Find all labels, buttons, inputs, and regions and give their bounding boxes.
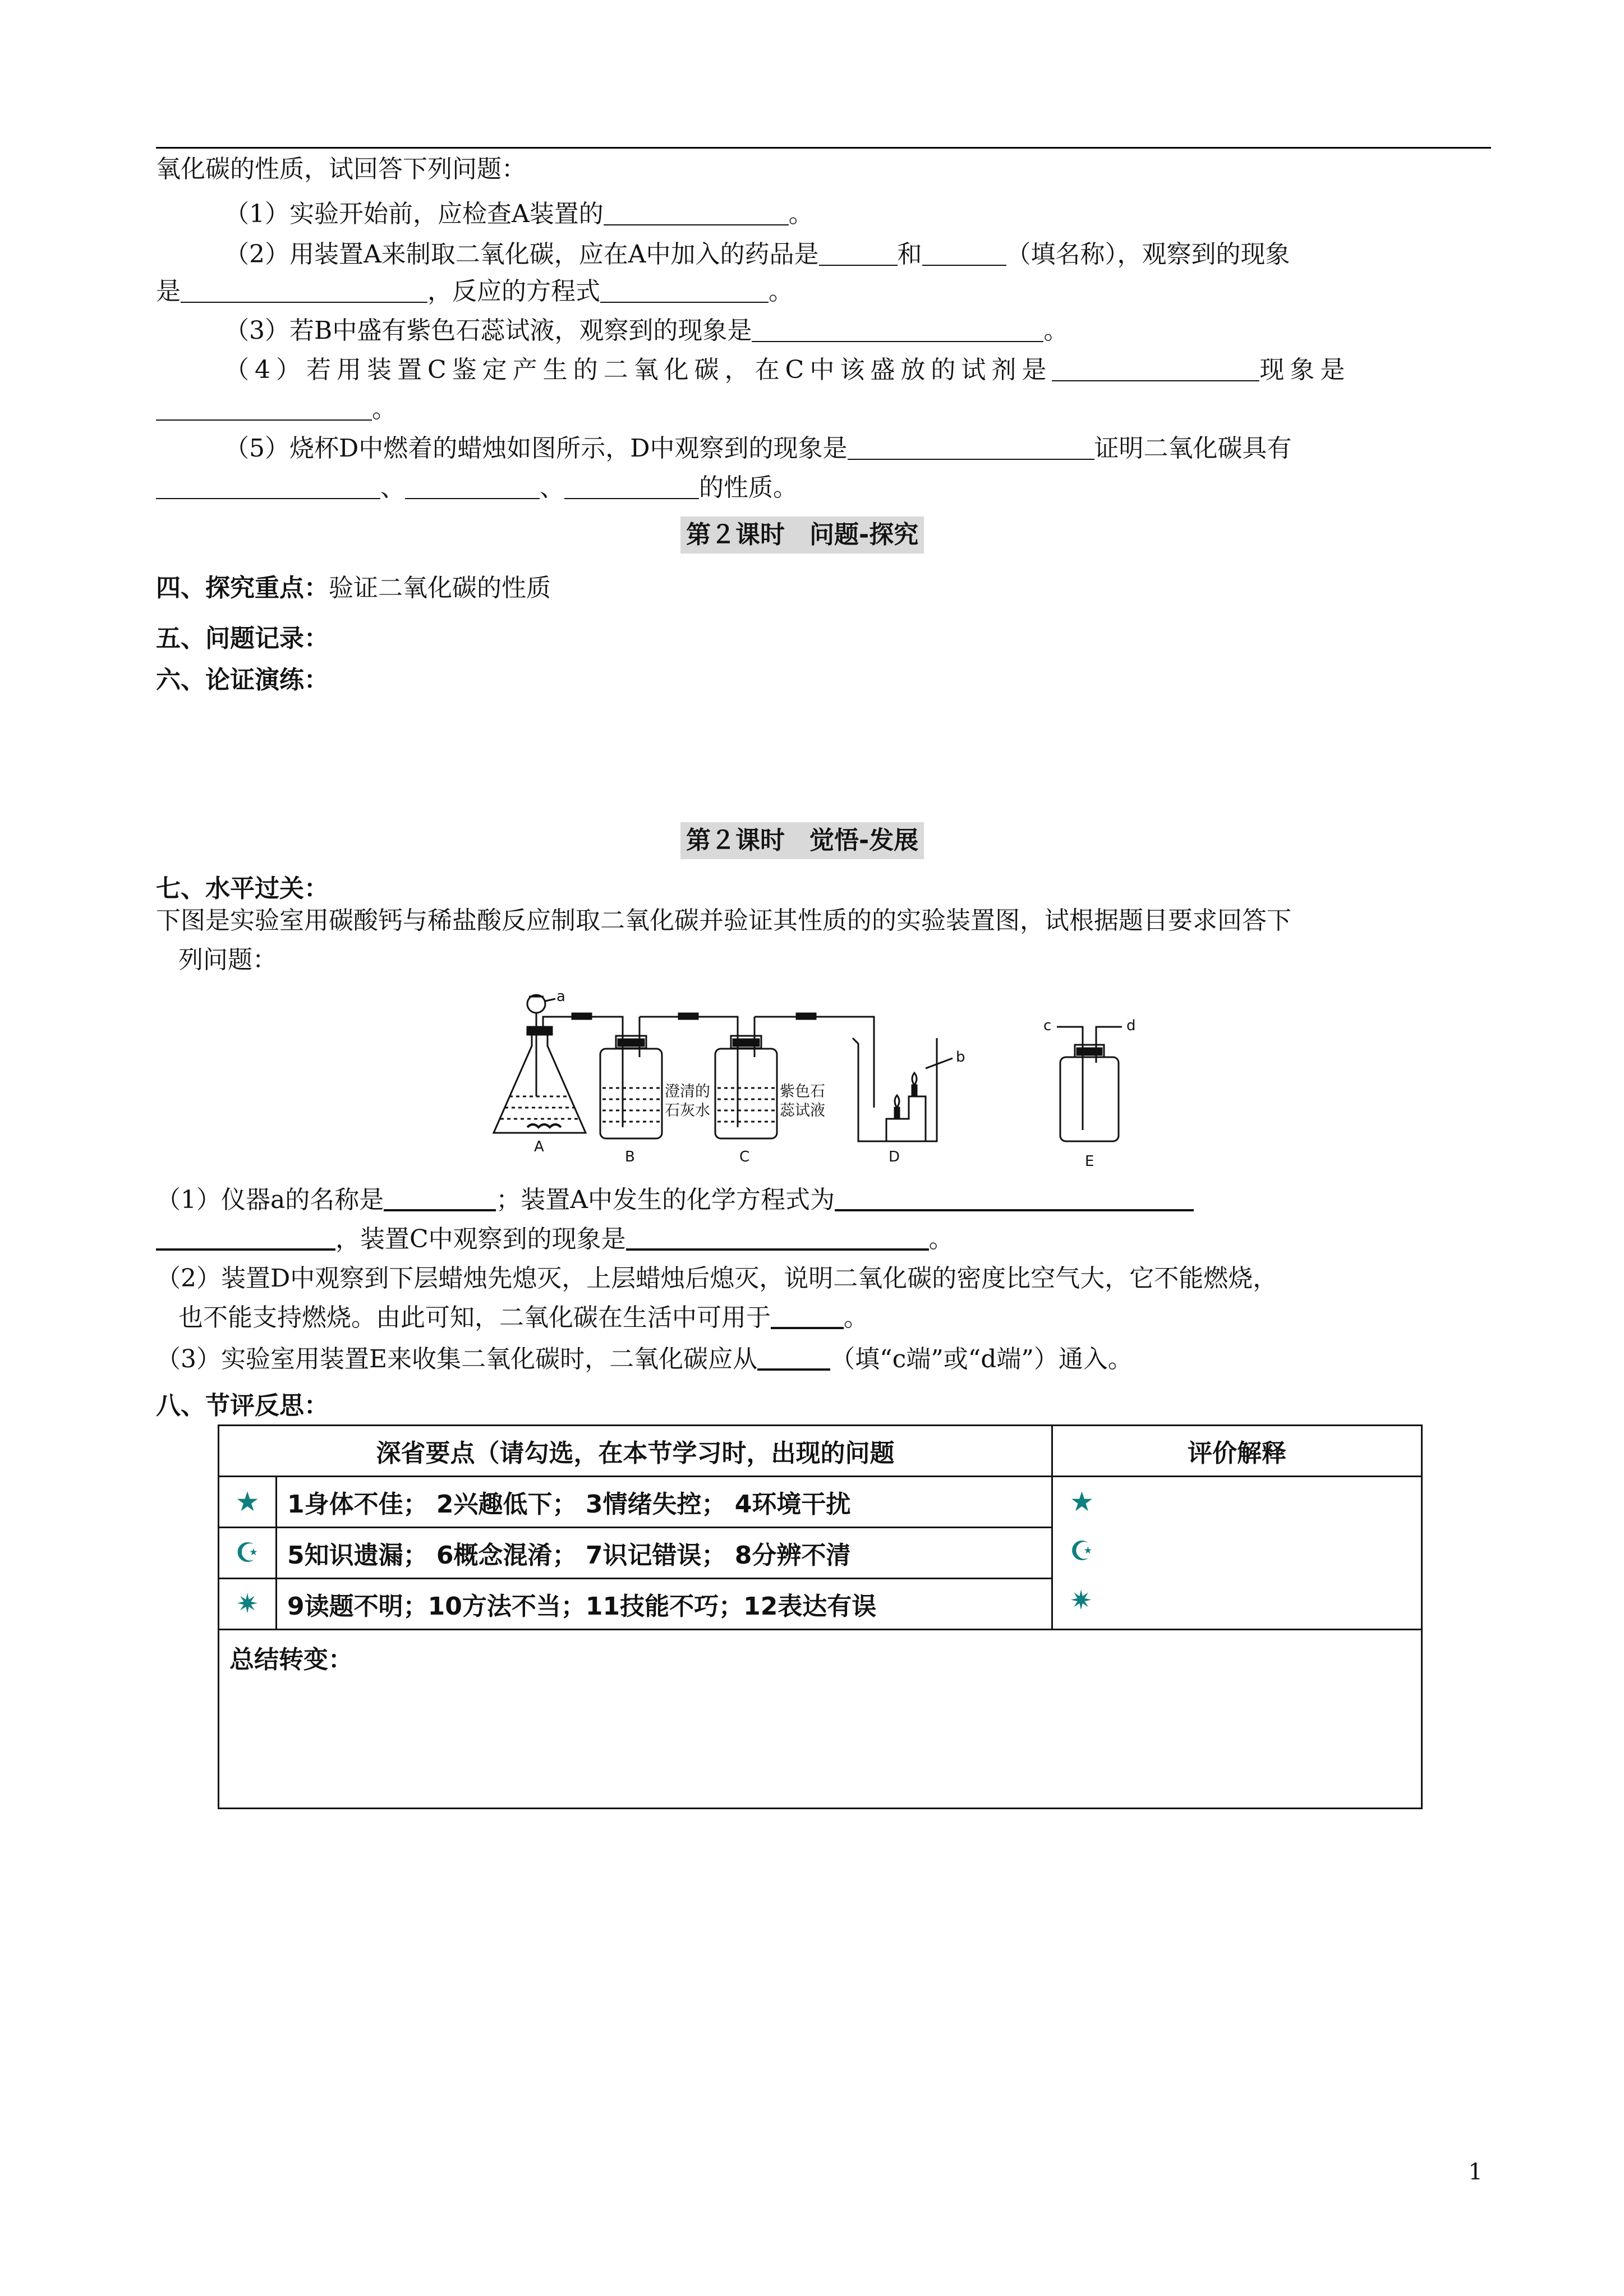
label-limewater-2: 石灰水 [665, 1102, 710, 1119]
label-b: b [956, 1049, 965, 1066]
blank[interactable] [156, 396, 372, 421]
blank[interactable] [1052, 357, 1259, 381]
blank[interactable] [626, 1225, 929, 1251]
question-5: （5）烧杯D中燃着的蜡烛如图所示，D中观察到的现象是 证明二氧化碳具有 [224, 434, 1292, 463]
blank[interactable] [922, 241, 1006, 266]
gas-bottle-e [1060, 1057, 1119, 1141]
section-5: 五、问题记录： [156, 624, 329, 653]
sun-icon: ✷ [1070, 1585, 1093, 1616]
table-row[interactable]: 1身体不佳； 2兴趣低下； 3情绪失控； 4环境干扰 [277, 1477, 1052, 1528]
table-row[interactable]: 9读题不明；10方法不当；11技能不巧；12表达有误 [277, 1579, 1052, 1630]
separatory-funnel [527, 995, 545, 1013]
label-a: a [556, 988, 565, 1005]
label-C: C [739, 1149, 750, 1165]
problem-2-cont: 也不能支持燃烧。由此可知，二氧化碳在生活中可用于 。 [178, 1303, 868, 1332]
blank[interactable] [384, 1186, 496, 1211]
blank[interactable] [757, 1345, 830, 1371]
crescent-icon: ☪ [219, 1528, 277, 1579]
line-intro: 氧化碳的性质，试回答下列问题： [156, 155, 526, 183]
lesson-heading-2: 第２课时 觉悟-发展 [680, 822, 924, 859]
summary-cell[interactable]: 总结转变： [219, 1630, 1422, 1809]
question-4: （4）若用装置C鉴定产生的二氧化碳，在C中该盛放的试剂是 现象是 [224, 356, 1351, 384]
problem-1: （1）仪器a的名称是 ；装置A中发生的化学方程式为 [156, 1183, 1194, 1217]
question-4-cont: 。 [156, 393, 397, 426]
label-d: d [1126, 1017, 1136, 1034]
blank[interactable] [156, 1225, 335, 1251]
blank[interactable] [405, 474, 540, 499]
blank[interactable] [752, 317, 1043, 342]
question-5-cont: 、 、 的性质。 [156, 471, 798, 505]
blank[interactable] [600, 278, 769, 303]
sun-icon: ✷ [219, 1579, 277, 1630]
problem-3: （3）实验室用装置E来收集二氧化碳时，二氧化碳应从 （填“c端”或“d端”）通入。 [156, 1345, 1133, 1373]
blank[interactable] [771, 1303, 844, 1329]
label-litmus-2: 蕊试液 [780, 1102, 825, 1119]
label-limewater-1: 澄清的 [665, 1083, 710, 1100]
label-A: A [534, 1138, 544, 1155]
table-row[interactable]: 5知识遗漏； 6概念混淆； 7识记错误； 8分辨不清 [277, 1528, 1052, 1579]
gas-bottle-b [600, 1049, 662, 1138]
page-number: 1 [1468, 2159, 1483, 2185]
label-c: c [1043, 1017, 1052, 1034]
lesson-heading-1: 第２课时 问题-探究 [680, 517, 924, 554]
star-icon: ★ [1070, 1486, 1094, 1518]
evaluation-cell[interactable] [1052, 1477, 1422, 1630]
apparatus-diagram [471, 984, 1178, 1175]
gas-bottle-c [715, 1049, 777, 1138]
top-rule [156, 147, 1491, 149]
table-header-left: 深省要点（请勾选，在本节学习时，出现的问题 [219, 1426, 1052, 1477]
section-4: 四、探究重点：验证二氧化碳的性质 [156, 574, 551, 602]
crescent-icon: ☪ [1070, 1536, 1094, 1567]
label-B: B [625, 1149, 635, 1165]
problem-2: （2）装置D中观察到下层蜡烛先熄灭，上层蜡烛后熄灭，说明二氧化碳的密度比空气大，它不能燃烧， [156, 1264, 1278, 1293]
conical-flask-a [494, 1034, 586, 1133]
intro-line-1: 下图是实验室用碳酸钙与稀盐酸反应制取二氧化碳并验证其性质的的实验装置图，试根据题目要求回答下 [156, 906, 1291, 935]
blank[interactable] [819, 241, 898, 266]
label-litmus-1: 紫色石 [780, 1083, 825, 1100]
table-header-right: 评价解释 [1052, 1426, 1422, 1477]
intro-line-2: 列问题： [178, 946, 277, 974]
question-1: （1）实验开始前，应检查A装置的 。 [224, 200, 813, 228]
question-2: （2）用装置A来制取二氧化碳，应在A中加入的药品是 和 （填名称），观察到的现象 [224, 240, 1290, 269]
beaker-d [853, 1038, 937, 1141]
section-7: 七、水平过关： [156, 874, 329, 903]
label-E: E [1085, 1153, 1094, 1170]
blank[interactable] [848, 435, 1094, 460]
section-8: 八、节评反思： [156, 1391, 329, 1420]
question-2-cont: 是 ，反应的方程式 。 [156, 277, 793, 306]
section-6: 六、论证演练： [156, 666, 329, 694]
label-D: D [889, 1149, 900, 1165]
flask-stopper [527, 1027, 552, 1035]
star-icon: ★ [219, 1477, 277, 1528]
blank[interactable] [181, 278, 427, 303]
blank[interactable] [564, 474, 699, 499]
problem-1-cont: ，装置C中观察到的现象是 。 [156, 1223, 954, 1256]
blank[interactable] [156, 474, 380, 499]
reflection-table [218, 1424, 1423, 1809]
blank[interactable] [604, 201, 789, 225]
blank[interactable] [835, 1186, 1194, 1211]
question-3: （3）若B中盛有紫色石蕊试液，观察到的现象是 。 [224, 316, 1069, 345]
